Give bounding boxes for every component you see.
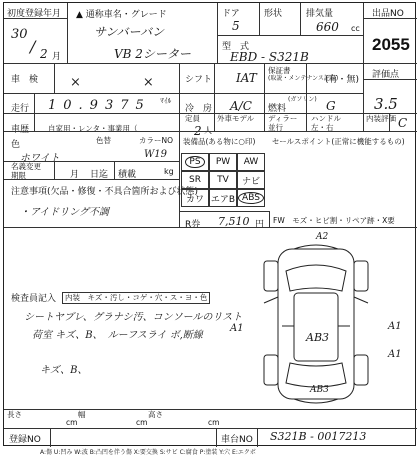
r-ticket-label: R券 <box>185 220 201 230</box>
day-label: 日迄 <box>90 170 109 180</box>
registration-no-label: 登録NO <box>9 435 41 445</box>
damage-mark: A1 <box>230 323 244 334</box>
equipment-item <box>237 189 265 207</box>
owner-options: 自家用・レンタ・事業用（ <box>48 124 138 133</box>
month-label: 月 <box>70 170 80 180</box>
inspection-line-1: シートヤブレ、グラナシ汚、コンソールのリスト <box>24 312 243 323</box>
interior-score-value: C <box>398 116 408 130</box>
rear-left-wheel <box>264 355 278 385</box>
notes-value: ・アイドリング不調 <box>20 207 109 218</box>
car-name-label: ▲ 通称車名・グレード <box>76 10 167 20</box>
warranty-value: (有・無) <box>325 75 360 85</box>
fuel-label: 燃料 <box>268 104 287 114</box>
length-label: 長さ <box>7 410 22 419</box>
dealer-label: ディラー <box>268 114 298 123</box>
auction-sheet: 初度登録年月 30 / 2 月 ▲ 通称車名・グレード サンバーバン VB 2シーター ドア 5 形状 排気量 660 cc 型 式 EBD - S321B 出品NO 2055 車 検 × × シフト IAT 保証書 (取説・メンテナンス記録) (有・無) 評価点 3.5 走行 10.9375 ﾏｲﾙ 冷 房 A/C 燃料 (ガソリン) G 車歴 自家用・レンタ・事業用（ 定員 2 人 外車モデル ディラー 並行 ハンドル 左・右 内装評価 C 色 ホワイト 色替 カラーNO W19 名義変更 期限 月 日迄 積載 kg 注意事項(欠品・修復・不具合箇所および状態) ・アイドリング不調 装備品(ある物に○印) PS PW AW SR TV ナビ カワ エアB ABS セールスポイント(正常に機能するもの) R券 7,510 円 FW モズ・ヒビ割・リペア跡・X要 検査員記入 内装 キズ・汚し・コゲ・穴・ス・ヨ・色 シートヤブレ、グラナシ汚、コンソールのリスト 荷室 キズ、B、 ルーフスライ ボ,断線 キズ、B、 A2 A1 A1 A1 AB3 AB3 長さ cm 幅 cm 高さ cm 登録NO 車台NO S321B - 0017213 <box>3 2 416 446</box>
mileage-value: 10.9375 <box>48 98 151 113</box>
name-change-label: 名義変更 <box>11 162 41 171</box>
capacity-value: 2 <box>194 124 202 138</box>
color-label: 色 <box>11 140 21 150</box>
front-bumper <box>294 245 338 249</box>
equipment-item: エアB <box>209 189 237 207</box>
model-label: 型 式 <box>222 42 250 52</box>
windshield <box>286 265 346 291</box>
doors-label: ドア <box>222 9 240 19</box>
cc-unit: cc <box>351 24 360 33</box>
roof-panel <box>294 293 338 361</box>
color-code-label: カラーNO <box>139 136 174 145</box>
inspection-line-3: キズ、B、 <box>40 365 88 376</box>
damage-mark: A1 <box>388 321 402 332</box>
rear-bumper <box>294 399 338 403</box>
fuel-value: G <box>326 99 336 113</box>
equipment-item: SR <box>181 171 209 189</box>
notes-title: 注意事項(欠品・修復・不具合箇所および状態) <box>11 187 199 197</box>
equipment-item: TV <box>209 171 237 189</box>
first-registration-label: 初度登録年月 <box>7 9 62 19</box>
equipment-title: 装備品(ある物に○印) <box>183 137 256 146</box>
grade-value: VB 2シーター <box>114 47 191 61</box>
front-right-wheel <box>354 261 368 291</box>
rear-window <box>286 363 346 387</box>
equipment-item: カワ <box>181 189 209 207</box>
ac-label: 冷 房 <box>185 104 213 114</box>
car-body-outline <box>278 249 354 399</box>
damage-mark: A2 <box>316 232 329 242</box>
capacity-label: 定員 <box>185 114 200 123</box>
capacity-unit: 人 <box>204 126 212 135</box>
score-value: 3.5 <box>374 95 398 113</box>
car-name-value: サンバーバン <box>94 25 164 39</box>
damage-mark: A1 <box>388 349 402 360</box>
model-value: EBD - S321B <box>230 50 309 64</box>
equipment-item: ナビ <box>237 171 265 189</box>
owner-label: 車歴 <box>11 125 30 135</box>
equipment-item-circled: ABS <box>238 192 264 204</box>
width-label: 幅 <box>78 410 86 419</box>
equipment-item <box>181 153 209 171</box>
r-ticket-value: 7,510 <box>218 215 250 228</box>
handle-label: ハンドル <box>311 114 341 123</box>
sales-point-title: セールスポイント(正常に機能するもの) <box>272 137 405 146</box>
deadline-label: 期限 <box>11 171 26 180</box>
shape-label: 形状 <box>264 9 283 19</box>
body-model-label: 外車モデル <box>217 114 255 123</box>
lot-number: 2055 <box>372 35 410 54</box>
height-label: 高さ <box>148 410 163 419</box>
mirrors <box>264 297 368 303</box>
fw-row: FW モズ・ヒビ割・リペア跡・X要 <box>273 216 395 225</box>
inspection-line-2: 荷室 キズ、B、 ルーフスライ ボ,断線 <box>32 330 203 341</box>
r-ticket-unit: 円 <box>255 220 265 230</box>
score-label: 評価点 <box>372 70 400 80</box>
equipment-item-circled: PS <box>185 156 204 168</box>
interior-score-label: 内装評価 <box>366 114 396 123</box>
front-left-wheel <box>264 261 278 291</box>
first-registration-month: 2 <box>40 47 48 61</box>
dealer-value: 並行 <box>268 123 283 132</box>
ac-value: A/C <box>230 99 252 113</box>
color-code-value: W19 <box>144 149 168 160</box>
load-label: 積載 <box>118 170 137 180</box>
rear-right-wheel <box>354 355 368 385</box>
handle-value: 左・右 <box>311 123 334 132</box>
damage-mark: AB3 <box>306 331 330 344</box>
inspector-label: 検査員記入 <box>11 294 57 304</box>
kg-unit: kg <box>164 167 174 176</box>
chassis-no-value: S321B - 0017213 <box>270 430 367 443</box>
damage-mark: AB3 <box>310 385 329 395</box>
mileage-unit: ﾏｲﾙ <box>160 96 172 105</box>
displacement-label: 排気量 <box>306 9 334 19</box>
equipment-item: AW <box>237 153 265 171</box>
shaken-label: 車 検 <box>11 75 39 85</box>
first-registration-year: 30 <box>11 27 28 42</box>
month-unit: 月 <box>52 52 62 62</box>
shift-label: シフト <box>185 75 213 85</box>
shaken-value: × × <box>70 75 166 90</box>
mileage-label: 走行 <box>11 104 30 114</box>
shift-value: IAT <box>236 71 257 85</box>
displacement-value: 660 <box>316 20 339 34</box>
damage-legend: A:傷 U:凹み W:波 B:凸凹を伴う傷 X:要交換 S:サビ C:腐食 P:塗装 Y:穴 E:エクボ <box>40 449 256 456</box>
color-value: ホワイト <box>20 153 60 164</box>
equipment-item: PW <box>209 153 237 171</box>
chassis-no-label: 車台NO <box>221 435 253 445</box>
inspector-options: 内装 キズ・汚し・コゲ・穴・ス・ヨ・色 <box>62 292 210 304</box>
lot-number-label: 出品NO <box>372 9 404 19</box>
doors-value: 5 <box>232 19 240 33</box>
tone-label: 色替 <box>96 136 111 145</box>
warranty-label: 保証書 <box>268 66 291 75</box>
